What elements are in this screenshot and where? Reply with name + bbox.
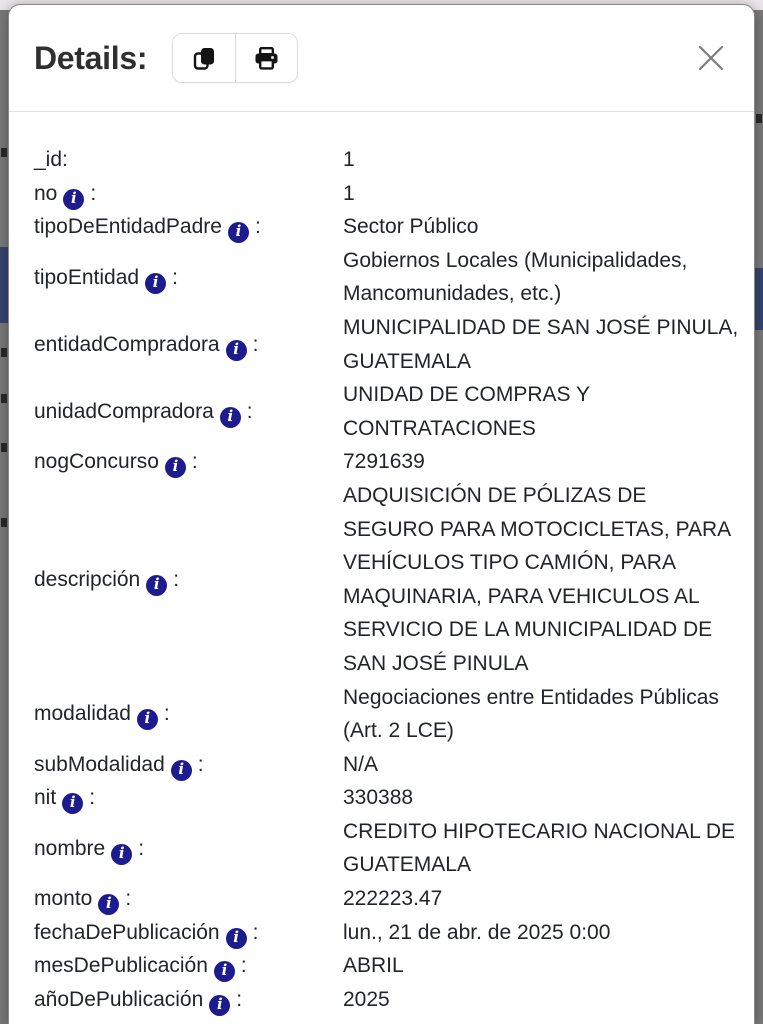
info-icon[interactable] (209, 995, 230, 1016)
field-value: N/A (343, 752, 379, 776)
field-colon: : (89, 786, 96, 810)
detail-row (34, 916, 754, 950)
field-colon: : (254, 215, 261, 239)
field-label (34, 748, 343, 782)
backdrop-artifact (1, 443, 7, 452)
field-value: 222223.47 (343, 887, 443, 911)
backdrop-artifact (1, 518, 7, 527)
backdrop-artifact (0, 247, 8, 323)
field-value: 2025 (343, 987, 390, 1011)
field-colon: : (252, 920, 259, 944)
field-label (34, 697, 343, 731)
field-value: UNIDAD DE COMPRAS Y CONTRATACIONES (343, 383, 590, 440)
field-colon: : (138, 836, 145, 860)
detail-row (34, 143, 754, 177)
detail-row (34, 815, 754, 882)
field-value: ADQUISICIÓN DE PÓLIZAS DE SEGURO PARA MOTOCICLETAS, PARA VEHÍCULOS TIPO CAMIÓN, PARA MAQUINARIA, PARA VEHICULOS AL SERVICIO DE LA MUNICIPALIDAD DE SAN JOSÉ PINULA (343, 483, 731, 675)
backdrop-artifact (756, 114, 762, 123)
backdrop-artifact (755, 268, 763, 330)
info-icon[interactable] (111, 844, 132, 865)
info-icon[interactable] (137, 709, 158, 730)
printer-icon (254, 46, 279, 71)
field-colon: : (125, 887, 132, 911)
detail-row (34, 311, 754, 378)
backdrop-artifact (1, 148, 7, 157)
field-label (34, 781, 343, 815)
info-icon[interactable] (226, 928, 247, 949)
info-icon[interactable] (145, 273, 166, 294)
field-colon: : (197, 752, 204, 776)
field-colon: : (62, 148, 68, 171)
info-icon[interactable] (226, 340, 247, 361)
detail-row (34, 949, 754, 983)
field-name: mesDePublicación (34, 954, 208, 978)
detail-row (34, 781, 754, 815)
detail-row (34, 445, 754, 479)
details-modal (8, 4, 755, 1024)
field-value: 7291639 (343, 450, 425, 474)
field-name: _id (34, 148, 63, 171)
info-icon[interactable] (228, 222, 249, 243)
info-icon[interactable] (63, 189, 84, 210)
copy-button[interactable] (173, 34, 235, 82)
field-value: ABRIL (343, 954, 404, 978)
field-label (34, 983, 343, 1017)
backdrop-artifact (1, 348, 7, 357)
close-button[interactable] (692, 39, 730, 77)
field-name: fechaDePublicación (34, 920, 220, 944)
details-list (9, 112, 754, 1024)
field-label (34, 832, 343, 866)
field-colon: : (236, 987, 243, 1011)
field-label (34, 210, 343, 244)
detail-row (34, 748, 754, 782)
field-label (34, 261, 343, 295)
field-value: lun., 21 de abr. de 2025 0:00 (343, 920, 611, 944)
detail-row (34, 479, 754, 681)
field-name: añoDePublicación (34, 987, 204, 1011)
detail-row (34, 177, 754, 211)
field-value: Negociaciones entre Entidades Públicas (Art. 2 LCE) (343, 685, 719, 743)
detail-row (34, 882, 754, 916)
modal-title: Details: (34, 39, 148, 76)
field-colon: : (240, 954, 247, 978)
field-label (34, 916, 343, 950)
field-name: tipoEntidad (34, 265, 140, 289)
field-value: MUNICIPALIDAD DE SAN JOSÉ PINULA, GUATEMALA (343, 315, 739, 373)
modal-header (9, 5, 754, 112)
backdrop-artifact (1, 394, 7, 403)
detail-row (34, 983, 754, 1017)
detail-row (34, 681, 754, 748)
field-name: entidadCompradora (34, 332, 220, 356)
field-value: 1 (343, 148, 355, 171)
field-value: 330388 (343, 786, 414, 810)
field-name: nombre (34, 836, 106, 860)
info-icon[interactable] (171, 760, 192, 781)
info-icon[interactable] (220, 407, 241, 428)
detail-row (34, 378, 754, 445)
field-name: nogConcurso (34, 450, 159, 474)
copy-icon (193, 46, 216, 71)
field-value: Gobiernos Locales (Municipalidades, Mancomunidades, etc.) (343, 248, 688, 306)
field-colon: : (252, 332, 259, 356)
field-label (34, 882, 343, 916)
field-name: subModalidad (34, 752, 165, 776)
field-name: nit (34, 786, 57, 810)
field-colon: : (90, 181, 97, 205)
detail-row (34, 244, 754, 311)
detail-row (34, 210, 754, 244)
field-name: tipoDeEntidadPadre (34, 215, 222, 239)
field-label (34, 445, 343, 479)
field-label (34, 143, 343, 177)
field-value: CREDITO HIPOTECARIO NACIONAL DE GUATEMALA (343, 819, 736, 877)
close-icon (696, 43, 726, 73)
field-colon: : (191, 450, 198, 474)
field-name: no (34, 181, 58, 205)
field-name: monto (34, 887, 93, 911)
info-icon[interactable] (165, 457, 186, 478)
field-colon: : (246, 399, 253, 423)
field-label (34, 949, 343, 983)
field-colon: : (172, 265, 178, 289)
field-label (34, 563, 343, 597)
field-name: unidadCompradora (34, 399, 214, 423)
field-label (34, 177, 343, 211)
print-button[interactable] (235, 34, 297, 82)
field-name: modalidad (34, 702, 131, 726)
field-value: 1 (343, 181, 355, 205)
field-name: descripción (34, 567, 141, 591)
field-label (34, 328, 343, 362)
field-value: Sector Público (343, 215, 479, 239)
info-icon[interactable] (62, 793, 83, 814)
field-label (34, 395, 343, 429)
info-icon[interactable] (146, 575, 167, 596)
field-colon: : (173, 567, 180, 591)
toolbar-button-group (172, 33, 298, 83)
info-icon[interactable] (98, 894, 119, 915)
info-icon[interactable] (214, 961, 235, 982)
field-colon: : (163, 702, 170, 726)
